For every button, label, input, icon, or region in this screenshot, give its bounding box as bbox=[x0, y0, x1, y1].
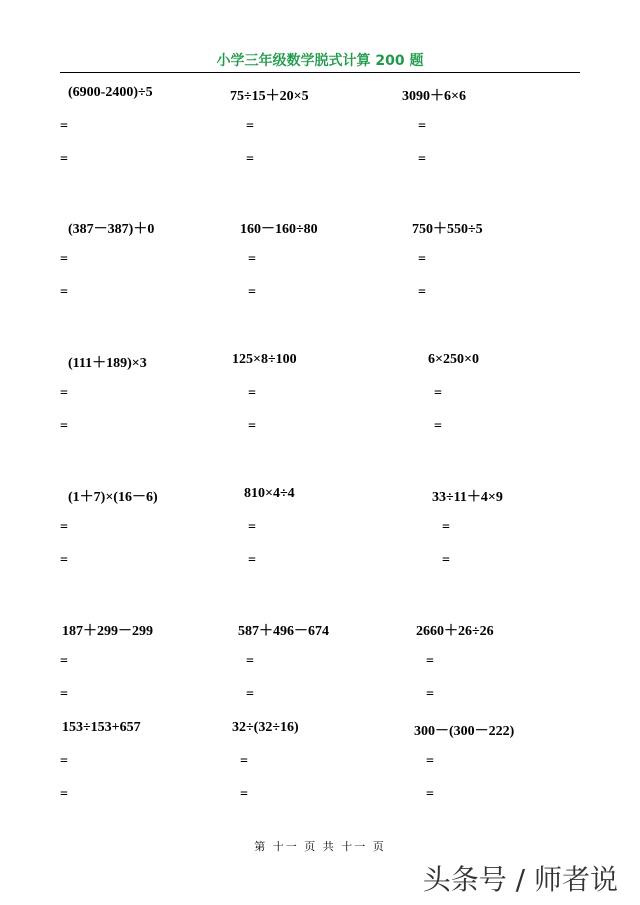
equals-sign: = bbox=[248, 419, 256, 434]
equals-sign: = bbox=[418, 285, 426, 300]
equals-sign: = bbox=[246, 119, 254, 134]
equals-sign: = bbox=[426, 654, 434, 669]
equals-sign: = bbox=[60, 687, 68, 702]
problem-expression: 187＋299－299 bbox=[62, 624, 153, 639]
equals-sign: = bbox=[60, 787, 68, 802]
equals-sign: = bbox=[418, 152, 426, 167]
equals-sign: = bbox=[240, 787, 248, 802]
equals-sign: = bbox=[246, 152, 254, 167]
problem-expression: 2660＋26÷26 bbox=[416, 624, 494, 639]
equals-sign: = bbox=[60, 386, 68, 401]
problem-expression: (1＋7)×(16－6) bbox=[68, 490, 158, 505]
equals-sign: = bbox=[248, 520, 256, 535]
equals-sign: = bbox=[434, 386, 442, 401]
equals-sign: = bbox=[426, 687, 434, 702]
page-footer: 第 十一 页 共 十一 页 bbox=[254, 840, 386, 853]
problem-expression: (111＋189)×3 bbox=[68, 356, 147, 371]
equals-sign: = bbox=[60, 252, 68, 267]
title-rule bbox=[60, 72, 580, 73]
equals-sign: = bbox=[60, 119, 68, 134]
equals-sign: = bbox=[60, 553, 68, 568]
equals-sign: = bbox=[442, 553, 450, 568]
problem-expression: 32÷(32÷16) bbox=[232, 720, 299, 735]
equals-sign: = bbox=[248, 285, 256, 300]
equals-sign: = bbox=[60, 654, 68, 669]
equals-sign: = bbox=[60, 754, 68, 769]
equals-sign: = bbox=[248, 386, 256, 401]
watermark: 头条号 / 师者说 bbox=[422, 863, 618, 896]
equals-sign: = bbox=[426, 787, 434, 802]
equals-sign: = bbox=[60, 419, 68, 434]
equals-sign: = bbox=[60, 285, 68, 300]
problem-expression: 750＋550÷5 bbox=[412, 222, 483, 237]
problem-expression: 33÷11＋4×9 bbox=[432, 490, 503, 505]
equals-sign: = bbox=[60, 152, 68, 167]
problem-expression: 125×8÷100 bbox=[232, 352, 297, 367]
problem-expression: 75÷15＋20×5 bbox=[230, 89, 309, 104]
equals-sign: = bbox=[246, 654, 254, 669]
equals-sign: = bbox=[434, 419, 442, 434]
equals-sign: = bbox=[426, 754, 434, 769]
problem-expression: 153÷153+657 bbox=[62, 720, 141, 735]
equals-sign: = bbox=[418, 252, 426, 267]
equals-sign: = bbox=[442, 520, 450, 535]
problem-expression: 810×4÷4 bbox=[244, 486, 295, 501]
page-title: 小学三年级数学脱式计算 200 题 bbox=[216, 53, 424, 69]
problem-expression: 6×250×0 bbox=[428, 352, 479, 367]
equals-sign: = bbox=[240, 754, 248, 769]
problem-expression: 587＋496－674 bbox=[238, 624, 329, 639]
equals-sign: = bbox=[248, 553, 256, 568]
equals-sign: = bbox=[248, 252, 256, 267]
problem-expression: (387－387)＋0 bbox=[68, 222, 155, 237]
problem-expression: (6900-2400)÷5 bbox=[68, 85, 153, 100]
problem-expression: 160－160÷80 bbox=[240, 222, 318, 237]
problem-expression: 3090＋6×6 bbox=[402, 89, 466, 104]
equals-sign: = bbox=[246, 687, 254, 702]
equals-sign: = bbox=[60, 520, 68, 535]
equals-sign: = bbox=[418, 119, 426, 134]
problem-expression: 300－(300－222) bbox=[414, 724, 515, 739]
